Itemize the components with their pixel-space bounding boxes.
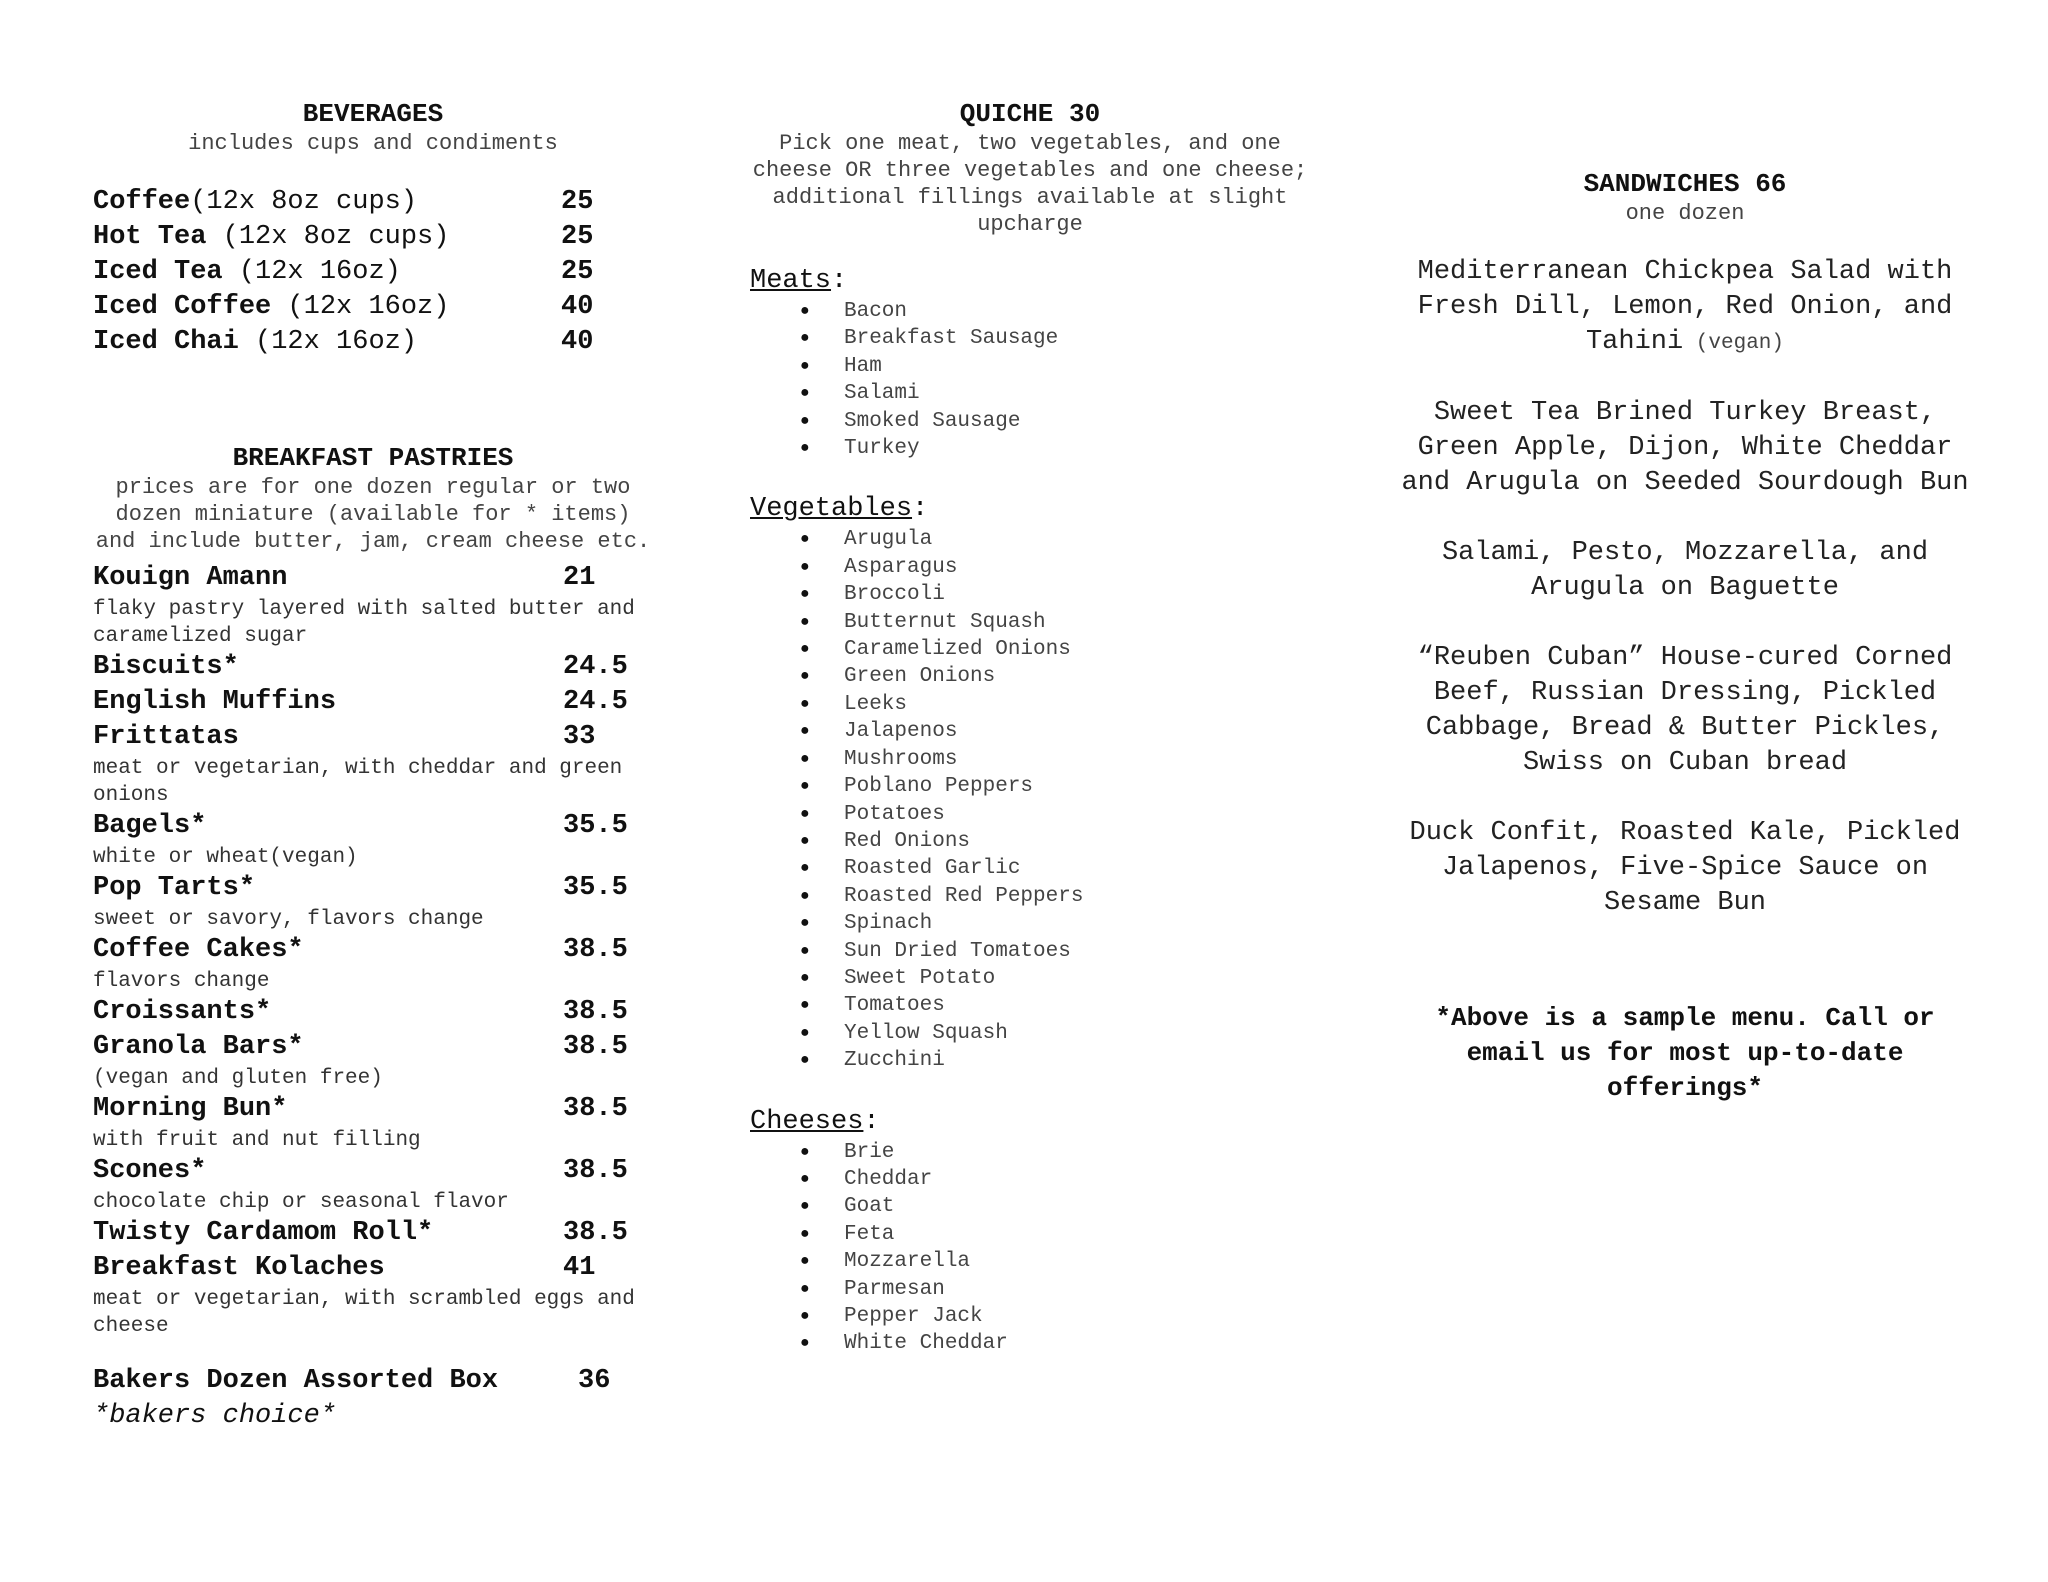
filling-group-label: Meats [750, 266, 832, 296]
filling-group [750, 264, 1310, 462]
filling-group-label: Cheeses [750, 1106, 864, 1137]
pastry-name: Croissants* [93, 997, 272, 1027]
list-item [93, 933, 653, 968]
pastry-description: meat or vegetarian, with scrambled eggs and cheese [93, 1288, 635, 1338]
pastry-price: 33 [563, 722, 596, 752]
list-item: ● Mozzarella [800, 1248, 1310, 1275]
pastry-description: flaky pastry layered with salted butter and caramelized sugar [93, 598, 635, 648]
pastry-name: Twisty Cardamom Roll* [93, 1218, 434, 1248]
list-item [93, 290, 653, 325]
list-item [93, 255, 653, 290]
list-item [93, 1092, 653, 1127]
list-item: ● Turkey [800, 435, 1310, 462]
list-item: ● Red Onions [800, 828, 1310, 855]
beverage-name-cell [93, 220, 561, 255]
pastry-name: Pop Tarts* [93, 873, 256, 903]
pastry-price: 38.5 [563, 1156, 628, 1186]
beverages-subtitle: includes cups and condiments [188, 131, 558, 156]
sandwiches-subtitle: one dozen [1625, 201, 1745, 226]
list-item: ● Caramelized Onions [800, 636, 1310, 663]
list-item [93, 685, 653, 720]
sandwiches-list [1395, 255, 1975, 921]
pastry-name: Kouign Amann [93, 563, 288, 593]
sandwich-description: “Reuben Cuban” House-cured Corned Beef, Russian Dressing, Pickled Cabbage, Bread & Butter Pickles, Swiss on Cuban bread [1417, 643, 1953, 778]
pastry-description: with fruit and nut filling [93, 1129, 421, 1152]
beverages-section [93, 98, 653, 360]
pastry-name: Granola Bars* [93, 1032, 304, 1062]
sandwich-note: (vegan) [1683, 332, 1785, 355]
filling-group [750, 492, 1310, 1074]
filling-list [750, 1139, 1310, 1358]
beverage-price: 25 [561, 257, 594, 287]
pastry-name: Breakfast Kolaches [93, 1253, 385, 1283]
list-item: ● Cheddar [800, 1166, 1310, 1193]
filling-group [750, 1105, 1310, 1358]
pastry-name: English Muffins [93, 687, 337, 717]
list-item: ● Ham [800, 353, 1310, 380]
pastry-description: (vegan and gluten free) [93, 1067, 383, 1090]
pastry-name: Scones* [93, 1156, 207, 1186]
pastry-price: 21 [563, 563, 596, 593]
list-item: ● Sun Dried Tomatoes [800, 938, 1310, 965]
list-item: ● Breakfast Sausage [800, 325, 1310, 352]
beverages-title: BEVERAGES [302, 99, 444, 129]
pastry-name: Biscuits* [93, 652, 239, 682]
list-item: ● Mushrooms [800, 746, 1310, 773]
pastry-description: sweet or savory, flavors change [93, 908, 484, 931]
pastry-name: Morning Bun* [93, 1094, 288, 1124]
quiche-subtitle: Pick one meat, two vegetables, and one cheese OR three vegetables and one cheese; additional fillings available at slight upcharge [752, 131, 1308, 237]
assorted-box [93, 1364, 653, 1434]
list-item [1395, 641, 1975, 781]
list-item: ● Zucchini [800, 1047, 1310, 1074]
beverage-price: 40 [561, 327, 594, 357]
sandwich-description: Duck Confit, Roasted Kale, Pickled Jalapenos, Five-Spice Sauce on Sesame Bun [1409, 818, 1961, 918]
pastry-name: Coffee Cakes* [93, 935, 304, 965]
box-price: 36 [578, 1366, 611, 1396]
list-item [93, 220, 653, 255]
beverage-name: Iced Chai [93, 327, 239, 357]
pastry-price: 38.5 [563, 935, 628, 965]
beverage-detail: (12x 8oz cups) [206, 222, 450, 252]
list-item [93, 1154, 653, 1189]
list-item [93, 325, 653, 360]
pastry-description: flavors change [93, 970, 270, 993]
beverage-name-cell [93, 255, 561, 290]
quiche-title: QUICHE 30 [959, 99, 1101, 129]
filling-list [750, 298, 1310, 462]
list-item: ● Spinach [800, 910, 1310, 937]
pastry-description: chocolate chip or seasonal flavor [93, 1191, 509, 1214]
beverages-list [93, 185, 653, 360]
pastries-subtitle: prices are for one dozen regular or two dozen miniature (available for * items) and include butter, jam, cream cheese etc. [95, 475, 651, 554]
sandwich-description: Salami, Pesto, Mozzarella, and Arugula on Baguette [1441, 538, 1929, 603]
filling-group-label: Vegetables [750, 494, 913, 525]
pastry-description: meat or vegetarian, with cheddar and green onions [93, 757, 623, 807]
list-item: ● White Cheddar [800, 1330, 1310, 1357]
list-item: ● Brie [800, 1139, 1310, 1166]
pastries-list [93, 561, 653, 1340]
beverage-detail: (12x 8oz cups) [190, 187, 418, 217]
beverage-name-cell [93, 325, 561, 360]
beverage-name: Iced Coffee [93, 292, 272, 322]
list-item [93, 995, 653, 1030]
list-item [1395, 255, 1975, 361]
list-item [93, 809, 653, 844]
list-item: ● Arugula [800, 526, 1310, 553]
filling-list [750, 526, 1310, 1074]
beverage-detail: (12x 16oz) [222, 257, 401, 287]
pastry-price: 24.5 [563, 687, 628, 717]
sandwiches-title: SANDWICHES 66 [1583, 169, 1787, 199]
sandwich-description: Sweet Tea Brined Turkey Breast, Green Apple, Dijon, White Cheddar and Arugula on Seeded Sourdough Bun [1401, 398, 1969, 498]
list-item [93, 1030, 653, 1065]
box-name: Bakers Dozen Assorted Box [93, 1366, 499, 1396]
pastry-price: 35.5 [563, 873, 628, 903]
list-item: ● Butternut Squash [800, 609, 1310, 636]
list-item [1395, 396, 1975, 501]
list-item: ● Potatoes [800, 801, 1310, 828]
pastries-title: BREAKFAST PASTRIES [232, 443, 514, 473]
beverage-name: Hot Tea [93, 222, 207, 252]
beverage-detail: (12x 16oz) [271, 292, 450, 322]
list-item: ● Leeks [800, 691, 1310, 718]
beverage-price: 25 [561, 222, 594, 252]
list-item [93, 1364, 653, 1399]
list-item: ● Feta [800, 1221, 1310, 1248]
list-item: ● Goat [800, 1193, 1310, 1220]
list-item: ● Poblano Peppers [800, 773, 1310, 800]
list-item [1395, 536, 1975, 606]
pastry-description: white or wheat(vegan) [93, 846, 358, 869]
filling-group-title: Cheeses: [750, 1106, 880, 1137]
pastry-name: Frittatas [93, 722, 239, 752]
filling-group-title: Meats: [750, 266, 848, 296]
pastry-price: 35.5 [563, 811, 628, 841]
list-item: ● Green Onions [800, 663, 1310, 690]
beverage-price: 40 [561, 292, 594, 322]
list-item [93, 650, 653, 685]
list-item: ● Asparagus [800, 554, 1310, 581]
beverage-name: Iced Tea [93, 257, 223, 287]
quiche-fillings [750, 264, 1310, 1358]
list-item [93, 1216, 653, 1251]
beverage-name: Coffee [93, 187, 191, 217]
box-desc: *bakers choice* [93, 1401, 337, 1431]
pastries-section [93, 442, 653, 1434]
list-item: ● Pepper Jack [800, 1303, 1310, 1330]
list-item: ● Roasted Red Peppers [800, 883, 1310, 910]
sandwiches-section [1395, 168, 1975, 1106]
beverage-name-cell [93, 185, 561, 220]
list-item [93, 561, 653, 596]
list-item: ● Salami [800, 380, 1310, 407]
list-item: ● Smoked Sausage [800, 408, 1310, 435]
list-item: ● Sweet Potato [800, 965, 1310, 992]
list-item: ● Jalapenos [800, 718, 1310, 745]
list-item: ● Yellow Squash [800, 1020, 1310, 1047]
pastry-price: 38.5 [563, 1218, 628, 1248]
sandwich-description: Mediterranean Chickpea Salad with Fresh Dill, Lemon, Red Onion, and Tahini [1417, 257, 1953, 357]
pastry-price: 41 [563, 1253, 596, 1283]
sample-menu-note: *Above is a sample menu. Call or email us for most up-to-date offerings* [1435, 1003, 1935, 1103]
list-item [93, 1251, 653, 1286]
pastry-name: Bagels* [93, 811, 207, 841]
beverage-price: 25 [561, 187, 594, 217]
pastry-price: 38.5 [563, 997, 628, 1027]
list-item: ● Broccoli [800, 581, 1310, 608]
filling-group-title: Vegetables: [750, 494, 929, 525]
list-item: ● Tomatoes [800, 992, 1310, 1019]
pastry-price: 38.5 [563, 1094, 628, 1124]
pastry-price: 24.5 [563, 652, 628, 682]
beverage-name-cell [93, 290, 561, 325]
list-item [1395, 816, 1975, 921]
list-item: ● Parmesan [800, 1276, 1310, 1303]
pastry-price: 38.5 [563, 1032, 628, 1062]
beverage-detail: (12x 16oz) [238, 327, 418, 357]
list-item [93, 871, 653, 906]
list-item: ● Roasted Garlic [800, 855, 1310, 882]
quiche-section [750, 98, 1310, 1358]
list-item [93, 185, 653, 220]
list-item: ● Bacon [800, 298, 1310, 325]
list-item [93, 720, 653, 755]
